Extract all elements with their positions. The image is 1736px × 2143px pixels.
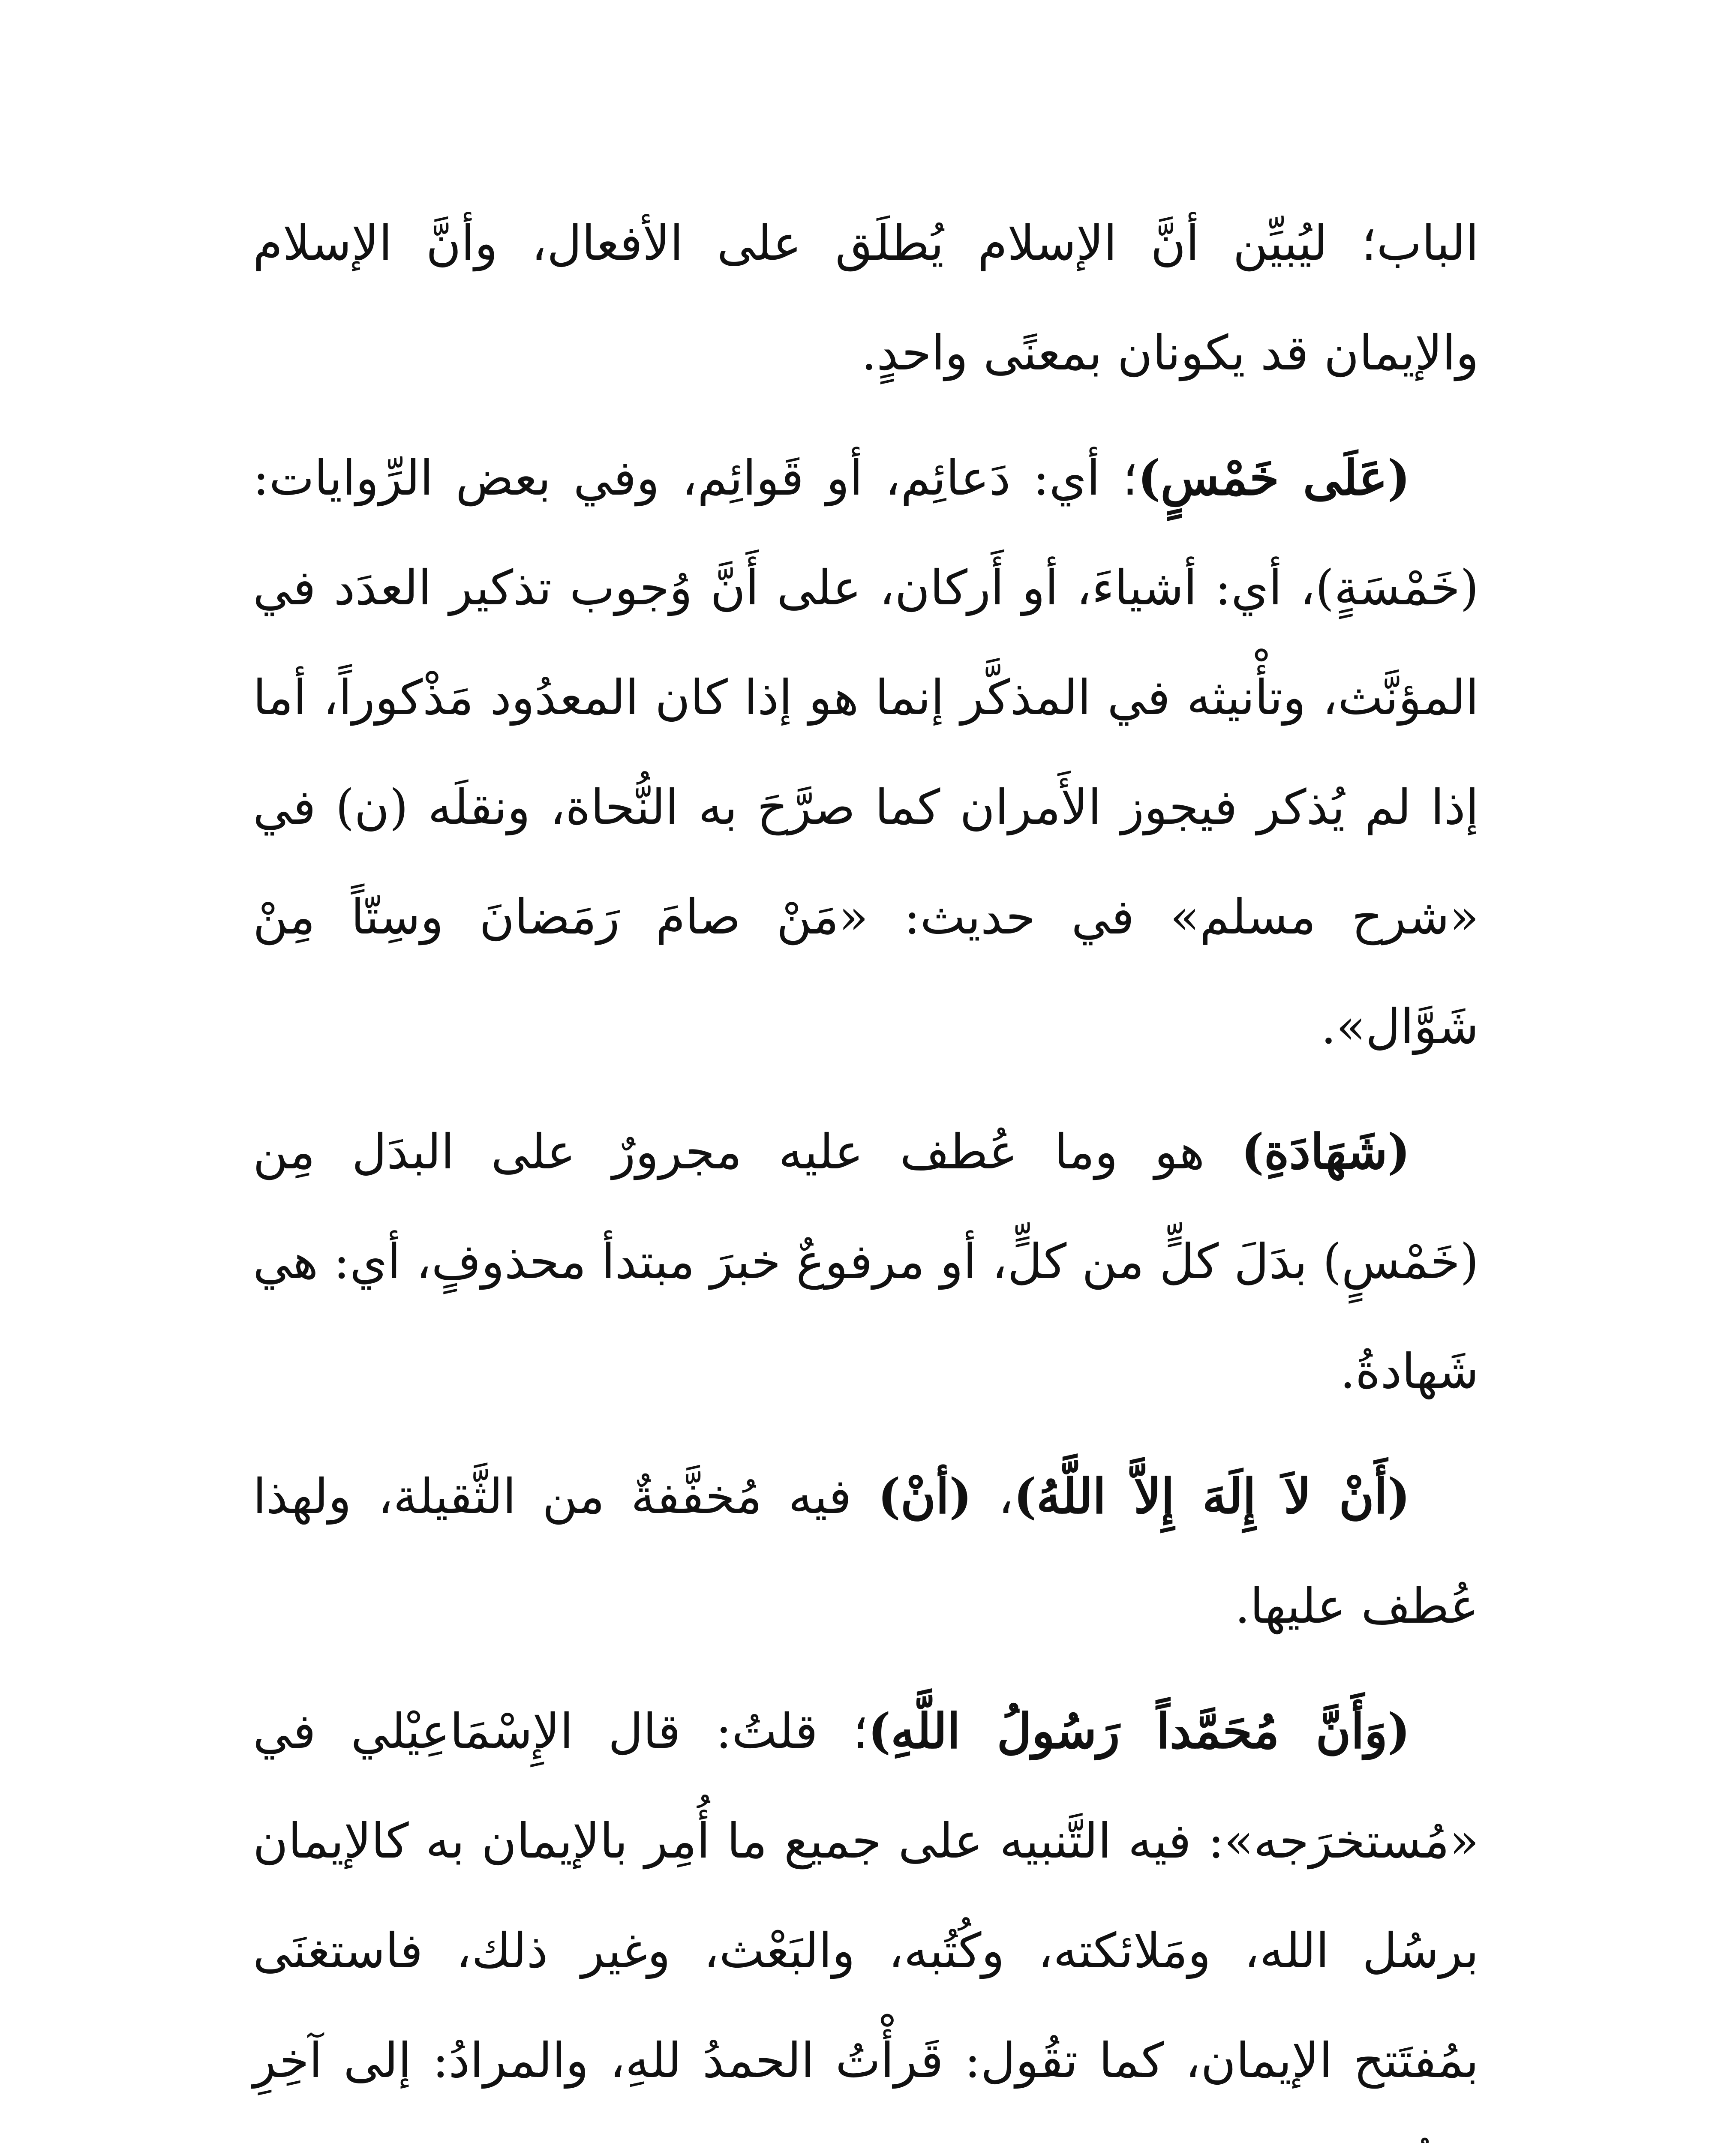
- paragraph-p3: [253, 1097, 1479, 1426]
- lemma-heading: (شَهَادَةِ): [1241, 1124, 1410, 1180]
- lemma-heading: (عَلَى خَمْسٍ): [1138, 450, 1410, 506]
- paragraph-text: هو وما عُطف عليه مجرورٌ على البدَل مِن (خَمْسٍ) بدَلَ كلٍّ من كلٍّ، أو مرفوعٌ خبرَ مبتدأ محذوفٍ، أي: هي شَهادةُ.: [253, 1124, 1479, 1399]
- lemma-heading: (أَنْ لاَ إِلَهَ إِلاَّ اللَّهُ): [1013, 1468, 1411, 1525]
- paragraph-p5: [253, 1677, 1479, 2143]
- paragraph-text: ؛ قلتُ: قال الإِسْمَاعِيْلي في «مُستخرَجه»: فيه التَّنبيه على جميع ما أُمِر بالإيمان به كالإيمان برسُل الله، ومَلائكته، وكُتُبه، والبَعْث، وغير ذلك، فاستغنَى بمُفتَتح الإيمان، كما تقُول: قَرأْتُ الحمدُ للهِ، والمرادُ: إلى آخِرِ: [253, 1704, 1479, 2089]
- paragraph-p2: [253, 423, 1479, 1082]
- paragraph-p4: [253, 1442, 1479, 1661]
- paragraph-text: ؛ أي: دَعائِم، أو قَوائِم، وفي بعض الرِّوايات: (خَمْسَةٍ)، أي: أشياءَ، أو أَركان، على أَنَّ وُجوب تذكير العدَد في المؤنَّث، وتأْنيثه في المذكَّر إنما هو إذا كان المعدُود مَذْكوراً، أما إذا لم يُذكر فيجوز الأَمران كما صرَّحَ به النُّحاة، ونقلَه (ن) في «شرح مسلم» في حديث: «مَنْ صامَ رَمَضانَ وسِتّاً مِنْ شَوَّال».: [253, 450, 1479, 1055]
- paragraph-text: الباب؛ ليُبيِّن أنَّ الإسلام يُطلَق على الأفعال، وأنَّ الإسلام والإيمان قد يكونان بمعنًى واحدٍ.: [253, 216, 1479, 381]
- paragraph-p1: [253, 189, 1479, 408]
- commentary-text: [253, 189, 1479, 2143]
- lemma-heading: (أنْ): [877, 1468, 972, 1525]
- paragraph-text: ،: [972, 1469, 1014, 1525]
- lemma-heading: (وَأَنَّ مُحَمَّداً رَسُولُ اللَّهِ): [868, 1703, 1411, 1759]
- paragraph-text: فيه مُخفَّفةٌ من الثَّقيلة، ولهذا عُطف عليها.: [253, 1469, 1479, 1634]
